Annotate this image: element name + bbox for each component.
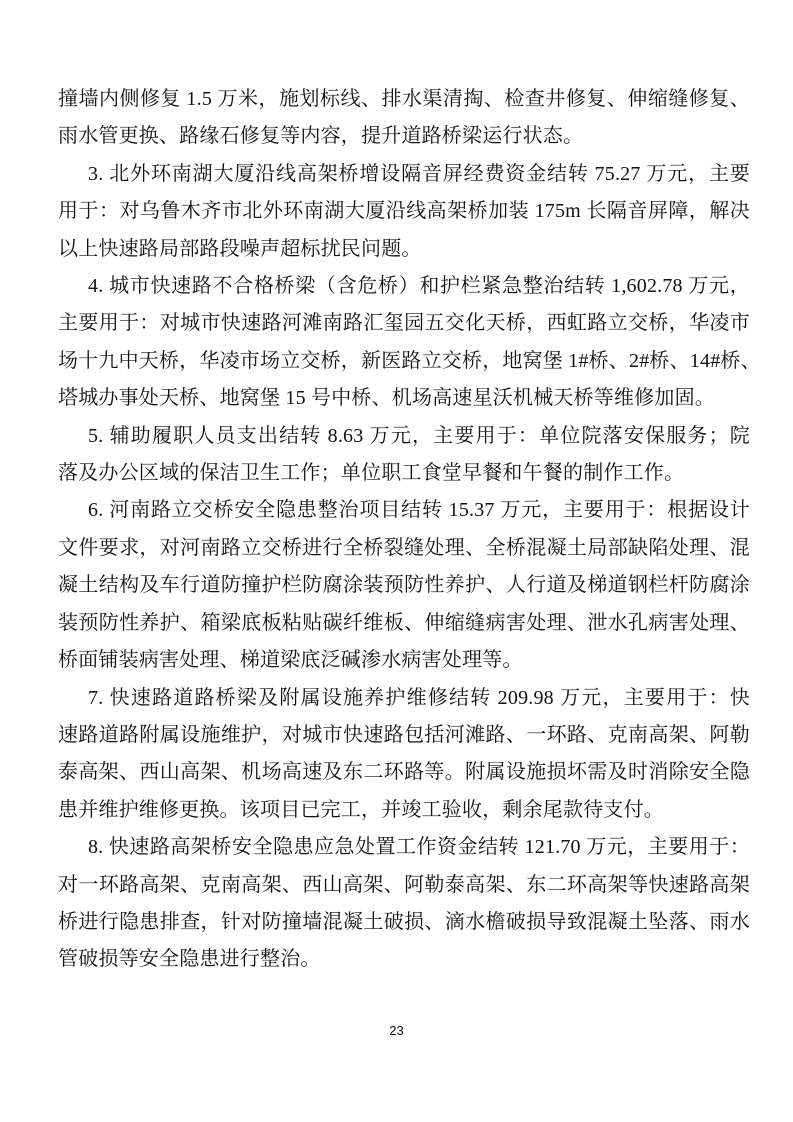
text-line: 6. 河南路立交桥安全隐患整治项目结转 15.37 万元，主要用于：根据设计 xyxy=(88,499,750,522)
text-line: 速路道路附属设施维护，对城市快速路包括河滩路、一环路、克南高架、阿勒 xyxy=(58,723,750,746)
paragraph xyxy=(58,680,750,830)
paragraph xyxy=(58,81,750,156)
text-line: 以上快速路局部路段噪声超标扰民问题。 xyxy=(58,237,422,260)
text-line: 桥面铺装病害处理、梯道梁底泛碱渗水病害处理等。 xyxy=(58,649,523,672)
text-line: 7. 快速路道路桥梁及附属设施养护维修结转 209.98 万元，主要用于：快 xyxy=(88,686,750,709)
text-line: 雨水管更换、路缘石修复等内容，提升道路桥梁运行状态。 xyxy=(58,125,584,148)
text-line: 8. 快速路高架桥安全隐患应急处置工作资金结转 121.70 万元，主要用于： xyxy=(88,836,750,859)
paragraph xyxy=(58,268,761,418)
text-line: 管破损等安全隐患进行整治。 xyxy=(58,948,321,971)
text-line: 装预防性养护、箱梁底板粘贴碳纤维板、伸缩缝病害处理、泄水孔病害处理、 xyxy=(58,611,750,634)
text-line: 3. 北外环南湖大厦沿线高架桥增设隔音屏经费资金结转 75.27 万元，主要 xyxy=(88,162,750,185)
text-line: 桥进行隐患排查，针对防撞墙混凝土破损、滴水檐破损导致混凝土坠落、雨水 xyxy=(58,910,750,933)
paragraph xyxy=(58,156,750,268)
text-line: 撞墙内侧修复 1.5 万米，施划标线、排水渠清掏、检查井修复、伸缩缝修复、 xyxy=(58,88,750,110)
paragraph xyxy=(58,492,750,679)
text-line: 主要用于：对城市快速路河滩南路汇玺园五交化天桥，西虹路立交桥，华凌市 xyxy=(58,312,750,335)
paragraph xyxy=(58,829,750,979)
text-line: 塔城办事处天桥、地窝堡 15 号中桥、机场高速星沃机械天桥等维修加固。 xyxy=(58,387,715,410)
text-line: 凝土结构及车行道防撞护栏防腐涂装预防性养护、人行道及梯道钢栏杆防腐涂 xyxy=(58,574,750,597)
paragraph xyxy=(58,418,750,493)
text-line: 落及办公区域的保洁卫生工作；单位职工食堂早餐和午餐的制作工作。 xyxy=(58,462,685,485)
text-line: 泰高架、西山高架、机场高速及东二环路等。附属设施损坏需及时消除安全隐 xyxy=(58,761,750,784)
text-line: 患并维护维修更换。该项目已完工，并竣工验收，剩余尾款待支付。 xyxy=(58,798,664,821)
page-footer xyxy=(0,1022,793,1040)
text-line: 场十九中天桥，华凌市场立交桥，新医路立交桥，地窝堡 1#桥、2#桥、14#桥、 xyxy=(58,349,761,372)
text-line: 5. 辅助履职人员支出结转 8.63 万元，主要用于：单位院落安保服务；院 xyxy=(88,424,750,447)
text-line: 用于：对乌鲁木齐市北外环南湖大厦沿线高架桥加装 175m 长隔音屏障，解决 xyxy=(58,200,750,223)
text-line: 对一环路高架、克南高架、西山高架、阿勒泰高架、东二环高架等快速路高架 xyxy=(58,873,750,896)
document-body xyxy=(58,81,761,979)
text-line: 文件要求，对河南路立交桥进行全桥裂缝处理、全桥混凝土局部缺陷处理、混 xyxy=(58,536,750,559)
text-line: 4. 城市快速路不合格桥梁（含危桥）和护栏紧急整治结转 1,602.78 万元， xyxy=(88,275,750,298)
page-number: 23 xyxy=(389,1023,404,1038)
